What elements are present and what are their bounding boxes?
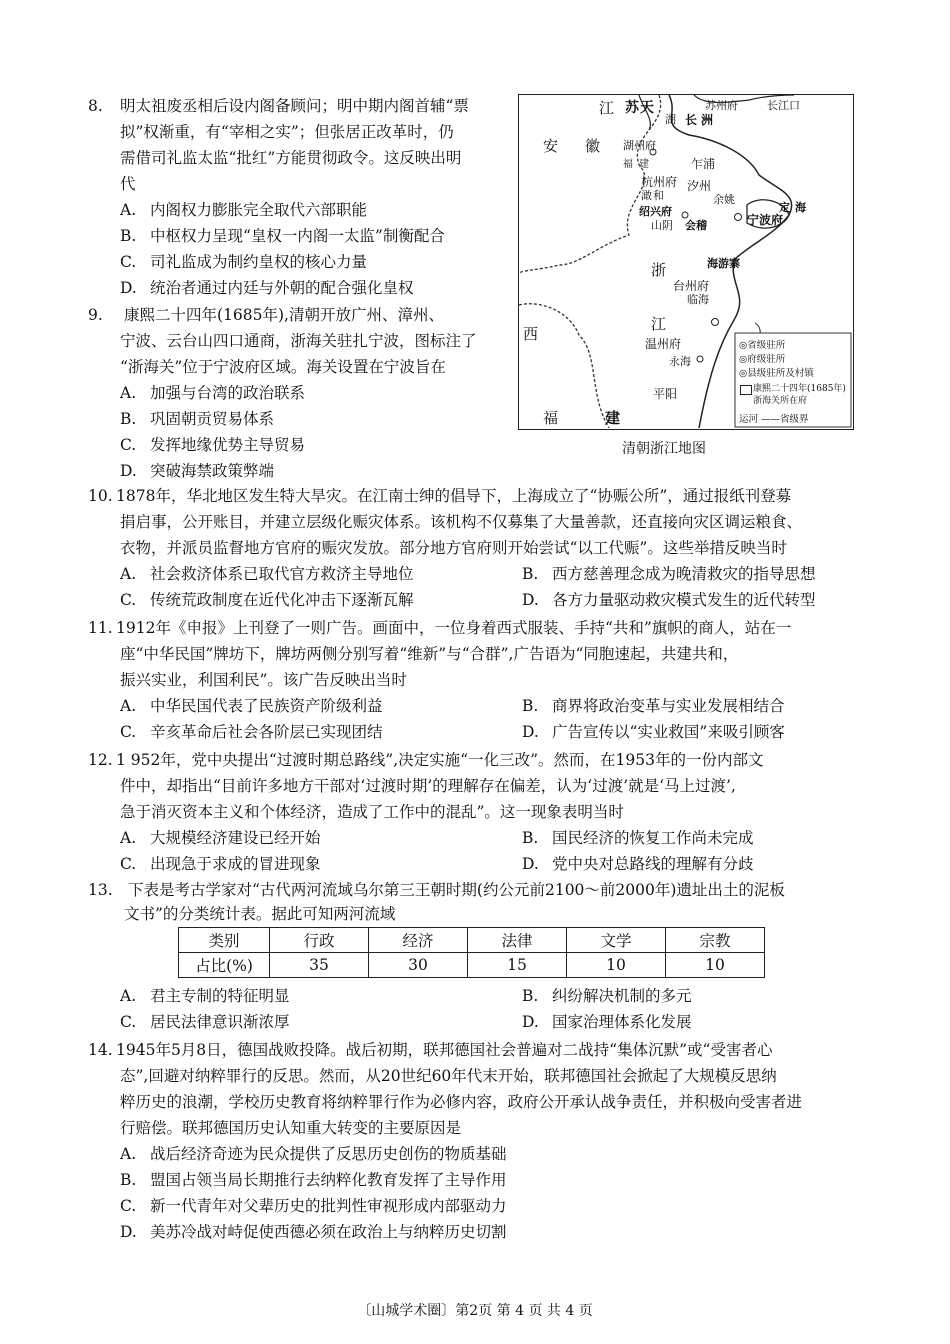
q12-number: 12. (88, 751, 113, 769)
q11-line-2: 座“中华民国”牌坊下，牌坊两侧分别写着“维新”与“合群”,广告语为“同胞速起，共建共和， (120, 645, 739, 663)
option-key: D. (120, 279, 137, 297)
q13-option-d[interactable] (522, 1012, 692, 1032)
option-text: 西方慈善理念成为晚清救灾的指导思想 (552, 565, 816, 583)
q14-line-2: 态”,回避对纳粹罪行的反思。然而，从20世纪60年代末开始，联邦德国社会掀起了大规模反思纳 (120, 1067, 777, 1085)
option-key: A. (120, 987, 137, 1005)
q11-line-1: 1912年《申报》上刊登了一则广告。画面中，一位身着西式服装、手持“共和”旗帜的商人，站在一 (116, 619, 792, 637)
q13-number: 13. (88, 881, 113, 899)
map-legend-box-icon (740, 385, 752, 395)
q14-number: 14. (88, 1041, 113, 1059)
table-header-cell: 行政 (270, 928, 369, 953)
q12-option-b[interactable] (522, 828, 754, 848)
map-label-jiang2: 江 (651, 315, 667, 333)
map-label-zhe: 浙 (651, 261, 667, 279)
map-legend-3: ◎县级驻所及村镇 (739, 368, 814, 379)
option-key: C. (120, 723, 137, 741)
q12-line-2: 件中，却指出“目前许多地方干部对‘过渡时期’的理解存在偏差，认为‘过渡’就是‘马上过渡’, (120, 777, 736, 795)
map-label-shaoxing: 绍兴府 (639, 205, 672, 218)
option-key: C. (120, 855, 137, 873)
map-label-hangzhou: 杭州府 (641, 175, 678, 189)
option-text: 突破海禁政策弊端 (150, 462, 275, 480)
map-label-fu2: 福 (543, 409, 559, 427)
q10-line-3: 衣物，并派员监督地方官府的赈灾发放。部分地方官府则开始尝试“以工代赈”。这些举措反映当时 (120, 539, 787, 557)
map-label-jiang: 江 (599, 99, 615, 117)
q12-option-a[interactable] (120, 828, 321, 848)
option-key: D. (522, 855, 539, 873)
map-label-chang: 长 (685, 113, 698, 127)
map-legend-1: ◎省级驻所 (739, 340, 786, 351)
option-text: 君主专制的特征明显 (150, 987, 290, 1005)
map-label-yuyao: 余姚 (713, 193, 735, 206)
option-key: A. (120, 1145, 137, 1163)
option-key: A. (120, 384, 137, 402)
q8-option-a[interactable] (120, 200, 367, 220)
map-label-taizhou: 台州府 (673, 279, 710, 293)
option-key: D. (120, 462, 137, 480)
option-key: D. (522, 591, 539, 609)
map-label-xi: 西 (523, 325, 539, 343)
q8-option-d[interactable] (120, 278, 414, 298)
option-text: 战后经济奇迹为民众提供了反思历史创伤的物质基础 (150, 1145, 507, 1163)
table-header-cell: 法律 (468, 928, 567, 953)
q14-line-4: 行赔偿。联邦德国历史认知重大转变的主要原因是 (120, 1119, 462, 1137)
q14-option-c[interactable] (120, 1196, 507, 1216)
table-cell: 30 (369, 953, 468, 978)
option-key: C. (120, 253, 137, 271)
q13-line-2: 文书”的分类统计表。据此可知两河流域 (124, 905, 396, 923)
option-text: 内阁权力膨胀完全取代六部职能 (150, 201, 368, 219)
map-label-hai: 海 (795, 201, 806, 214)
q13-option-a[interactable] (120, 986, 290, 1006)
option-text: 居民法律意识渐浓厚 (150, 1013, 290, 1031)
table-cell: 15 (468, 953, 567, 978)
map-label-linhai: 临海 (687, 293, 709, 306)
map-label-he: 和 (653, 189, 664, 202)
q11-option-d[interactable] (522, 722, 785, 742)
map-label-fu: 福 (623, 159, 633, 170)
q10-line-1: 1878年，华北地区发生特大旱灾。在江南士绅的倡导下，上海成立了“协赈公所”，通过报纸刊登募 (116, 487, 792, 505)
option-text: 国民经济的恢复工作尚未完成 (552, 829, 754, 847)
map-legend-5: 浙海关所在府 (753, 396, 808, 406)
option-key: B. (522, 565, 539, 583)
q8-line-4: 代 (120, 175, 136, 193)
table-cell: 10 (567, 953, 666, 978)
q8-line-2: 拟”权渐重，有“宰相之实”；但张居正改革时，仍 (120, 123, 454, 141)
map-label-wenzhou: 温州府 (645, 337, 682, 351)
table-cell: 35 (270, 953, 369, 978)
q9-option-d[interactable] (120, 461, 274, 481)
q13-line-1: 下表是考古学家对“古代两河流域乌尔第三王朝时期(约公元前2100～前2000年)遗址出土的泥板 (128, 881, 785, 899)
option-key: D. (522, 1013, 539, 1031)
q9-number: 9. (88, 306, 103, 324)
q9-option-b[interactable] (120, 409, 274, 429)
q13-option-c[interactable] (120, 1012, 290, 1032)
option-key: A. (120, 829, 137, 847)
map-label-huzhou: 湖州府 (623, 139, 656, 152)
option-text: 盟国占领当局长期推行去纳粹化教育发挥了主导作用 (150, 1171, 507, 1189)
option-text: 广告宣传以“实业救国”来吸引顾客 (552, 723, 785, 741)
table-cell: 占比(%) (179, 953, 270, 978)
q12-option-c[interactable] (120, 854, 321, 874)
option-text: 发挥地缘优势主导贸易 (150, 436, 306, 454)
option-key: B. (120, 227, 137, 245)
option-text: 纠纷解决机制的多元 (552, 987, 692, 1005)
option-key: A. (120, 565, 137, 583)
table-header-cell: 文学 (567, 928, 666, 953)
q14-option-a[interactable] (120, 1144, 507, 1164)
option-text: 出现急于求成的冒进现象 (150, 855, 321, 873)
q10-option-a[interactable] (120, 564, 414, 584)
map-label-tian: 天 (640, 100, 654, 116)
q11-option-c[interactable] (120, 722, 383, 742)
option-text: 大规模经济建设已经开始 (150, 829, 321, 847)
option-text: 国家治理体系化发展 (552, 1013, 692, 1031)
q9-line-3: “浙海关”位于宁波府区域。海关设置在宁波旨在 (120, 358, 446, 376)
q10-option-d[interactable] (522, 590, 816, 610)
option-text: 中华民国代表了民族资产阶级利益 (150, 697, 383, 715)
option-text: 中枢权力呈现“皇权一内阁一太监”制衡配合 (150, 227, 445, 245)
q8-option-b[interactable] (120, 226, 445, 246)
map-label-ningbo: 宁波府 (747, 213, 784, 227)
option-text: 传统荒政制度在近代化冲击下逐渐瓦解 (150, 591, 414, 609)
option-text: 商界将政治变革与实业发展相结合 (552, 697, 785, 715)
map-label-jian2: 建 (605, 409, 621, 427)
table-header-cell: 宗教 (666, 928, 765, 953)
q14-line-1: 1945年5月8日，德国战败投降。战后初期，联邦德国社会普遍对二战持“集体沉默”或“受害者心 (116, 1041, 773, 1059)
zhejiang-map (518, 94, 854, 430)
q9-line-2: 宁波、云台山四口通商，浙海关驻扎宁波，图标注了 (120, 332, 477, 350)
option-key: C. (120, 1197, 137, 1215)
option-key: B. (522, 697, 539, 715)
option-key: B. (120, 1171, 137, 1189)
q9-option-c[interactable] (120, 435, 305, 455)
map-legend-4: 康熙二十四年(1685年) (753, 384, 846, 394)
map-label-an: 安 (543, 137, 559, 155)
option-text: 美苏冷战对峙促使西德必须在政治上与纳粹历史切割 (150, 1223, 507, 1241)
option-text: 巩固朝贡贸易体系 (150, 410, 275, 428)
clay-tablet-table (178, 927, 765, 978)
q11-option-a[interactable] (120, 696, 383, 716)
q8-line-3: 需借司礼监太监“批红”方能贯彻政令。这反映出明 (120, 149, 462, 167)
q10-option-c[interactable] (120, 590, 414, 610)
map-label-suzhou: 苏州府 (705, 99, 738, 112)
map-label-changjiangkou: 长江口 (767, 99, 800, 112)
q13-option-b[interactable] (522, 986, 692, 1006)
option-text: 加强与台湾的政治联系 (150, 384, 306, 402)
table-header-row (179, 928, 765, 953)
map-label-hui: 徽 (585, 137, 601, 155)
table-header-cell: 经济 (369, 928, 468, 953)
option-key: D. (522, 723, 539, 741)
option-key: C. (120, 436, 137, 454)
option-text: 统治者通过内廷与外朝的配合强化皇权 (150, 279, 414, 297)
option-key: C. (120, 591, 137, 609)
map-label-jian: 建 (639, 159, 649, 170)
map-legend-2: ◎府级驻所 (739, 354, 786, 365)
q10-number: 10. (88, 487, 113, 505)
map-label-xizhou: 汐州 (687, 179, 712, 193)
option-key: B. (120, 410, 137, 428)
q9-option-a[interactable] (120, 383, 305, 403)
option-text: 司礼监成为制约皇权的核心力量 (150, 253, 368, 271)
option-text: 新一代青年对父辈历史的批判性审视形成内部驱动力 (150, 1197, 507, 1215)
map-legend-6: 运河 ——省级界 (739, 414, 809, 425)
option-key: A. (120, 201, 137, 219)
q14-option-d[interactable] (120, 1222, 507, 1242)
map-caption: 清朝浙江地图 (622, 441, 706, 457)
map-label-zhapu: 乍浦 (691, 157, 716, 171)
map-label-gan: 澉 (641, 189, 652, 202)
q11-option-b[interactable] (522, 696, 785, 716)
map-label-pingyang: 平阳 (653, 387, 678, 401)
map-label-kuaiji: 会稽 (685, 219, 707, 232)
q8-option-c[interactable] (120, 252, 367, 272)
map-label-zhou: 洲 (701, 113, 714, 127)
map-label-haiyouzhai: 海游寨 (707, 257, 740, 270)
q10-line-2: 捐启事，公开账目，并建立层级化赈灾体系。该机构不仅募集了大量善款，还直接向灾区调运粮食、 (120, 513, 803, 531)
option-key: A. (120, 697, 137, 715)
table-row (179, 953, 765, 978)
q11-number: 11. (88, 619, 113, 637)
page-footer: 〔山城学术圈〕第2页 第 4 页 共 4 页 (357, 1303, 593, 1319)
table-header-cell: 类别 (179, 928, 270, 953)
option-text: 党中央对总路线的理解有分歧 (552, 855, 754, 873)
map-label-su: 苏 (625, 100, 639, 116)
option-key: D. (120, 1223, 137, 1241)
q11-line-3: 振兴实业，利国利民”。该广告反映出当时 (120, 671, 407, 689)
map-label-ding: 定 (779, 201, 790, 214)
map-label-hu: 湖 (665, 113, 676, 126)
q9-line-1: 康熙二十四年(1685年),清朝开放广州、漳州、 (124, 306, 444, 324)
q14-line-3: 粹历史的浪潮，学校历史教育将纳粹罪行作为必修内容，政府公开承认战争责任，并积极向受害者进 (120, 1093, 803, 1111)
map-label-yonghai: 永海 (669, 355, 691, 368)
option-key: B. (522, 987, 539, 1005)
q10-option-b[interactable] (522, 564, 816, 584)
option-text: 社会救济体系已取代官方救济主导地位 (150, 565, 414, 583)
q12-option-d[interactable] (522, 854, 754, 874)
q8-line-1: 明太祖废丞相后设内阁备顾问；明中期内阁首辅“票 (120, 97, 469, 115)
map-label-shanyin: 山阴 (651, 219, 673, 232)
table-cell: 10 (666, 953, 765, 978)
q12-line-1: 1 952年，党中央提出“过渡时期总路线”,决定实施“一化三改”。然而，在1953年的一份内部文 (116, 751, 764, 769)
option-key: C. (120, 1013, 137, 1031)
q14-option-b[interactable] (120, 1170, 507, 1190)
q8-number: 8. (88, 97, 103, 115)
q12-line-3: 急于消灭资本主义和个体经济，造成了工作中的混乱”。这一现象表明当时 (120, 803, 624, 821)
option-key: B. (522, 829, 539, 847)
option-text: 辛亥革命后社会各阶层已实现团结 (150, 723, 383, 741)
option-text: 各方力量驱动救灾模式发生的近代转型 (552, 591, 816, 609)
